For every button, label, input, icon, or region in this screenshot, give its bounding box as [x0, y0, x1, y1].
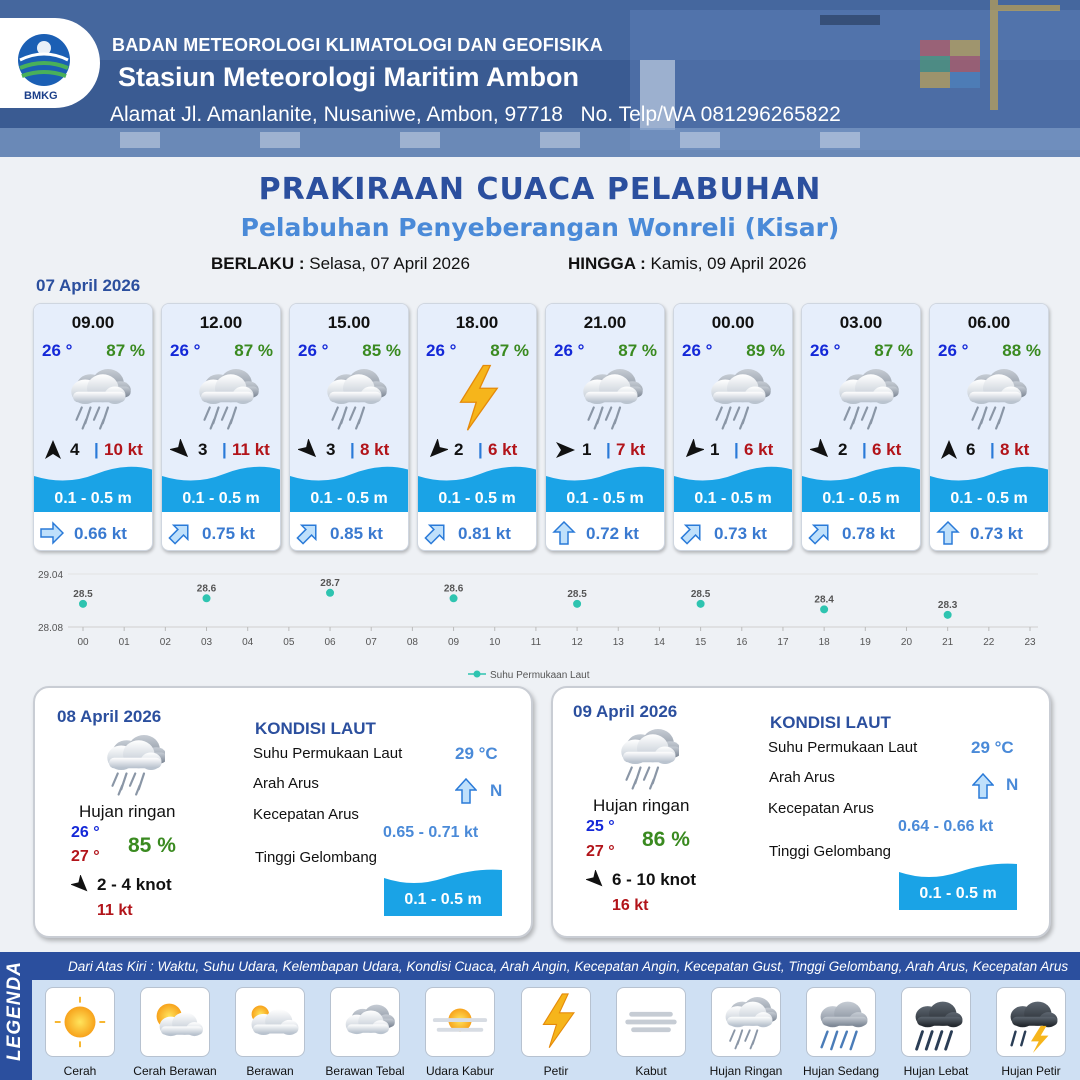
- day-panel-2: [551, 686, 1051, 938]
- tinggi-gelombang-value: 0.1 - 0.5 m: [919, 885, 997, 902]
- day-temp-min: 25 °: [586, 818, 615, 835]
- wind-gust: 8 kt: [360, 440, 390, 459]
- bmkg-logo: [0, 18, 100, 108]
- hujan-ringan-icon: [312, 362, 388, 432]
- sst-point: [79, 600, 87, 608]
- legend-item-label: Berawan Tebal: [325, 1064, 405, 1078]
- header-banner: [0, 0, 1080, 157]
- wave-height: 0.1 - 0.5 m: [182, 490, 260, 507]
- card-temperature: 26 °: [810, 341, 841, 360]
- x-tick-label: 01: [118, 637, 130, 648]
- arah-arus-label: Arah Arus: [769, 769, 835, 786]
- card-temperature: 26 °: [426, 341, 457, 360]
- current-direction-icon: [680, 521, 704, 545]
- hujan-sedang-icon: [810, 991, 872, 1053]
- wind-speed: 2: [838, 440, 848, 459]
- legend-item: [996, 987, 1066, 1057]
- card-humidity: 87 %: [874, 341, 913, 360]
- wind-speed: 1: [582, 440, 592, 459]
- legend-item-label: Hujan Petir: [1001, 1064, 1061, 1078]
- page-title: PRAKIRAAN CUACA PELABUHAN: [258, 172, 822, 207]
- berawan-tebal-icon: [334, 991, 396, 1053]
- card-temperature: 26 °: [42, 341, 73, 360]
- x-tick-label: 19: [859, 637, 871, 648]
- wind-speed: 2: [454, 440, 464, 459]
- sst-label: Suhu Permukaan Laut: [768, 739, 918, 756]
- day-condition: Hujan ringan: [593, 796, 690, 815]
- kecepatan-arus-label: Kecepatan Arus: [768, 800, 874, 817]
- card-current: [552, 521, 662, 545]
- petir-icon: [440, 362, 516, 432]
- card-current: [168, 521, 278, 545]
- day-humidity: 86 %: [642, 828, 690, 851]
- validity-from: [211, 254, 470, 274]
- current-direction-icon: [40, 521, 64, 545]
- day-temp-max: 27 °: [586, 843, 615, 860]
- card-time: 00.00: [711, 313, 755, 332]
- x-tick-label: 13: [612, 637, 624, 648]
- kondisi-laut-title: KONDISI LAUT: [770, 713, 891, 732]
- wind-gust: 8 kt: [1000, 440, 1030, 459]
- day-temp-min: 26 °: [71, 824, 100, 841]
- x-tick-label: 17: [777, 637, 789, 648]
- legend-item: [806, 987, 876, 1057]
- day-wind: 2 - 4 knot: [97, 875, 172, 894]
- wind-direction-icon: [71, 875, 91, 895]
- org-name: BADAN METEOROLOGI KLIMATOLOGI DAN GEOFISIKA: [112, 35, 603, 55]
- day-condition: Hujan ringan: [79, 802, 176, 821]
- hujan-ringan-icon: [824, 362, 900, 432]
- current-direction-icon: [296, 521, 320, 545]
- sst-point: [450, 594, 458, 602]
- validity-to-value: Kamis, 09 April 2026: [650, 254, 807, 273]
- validity-to-label: HINGGA :: [568, 254, 646, 273]
- legend-item-label: Udara Kabur: [425, 1064, 495, 1078]
- kabut-icon: [620, 991, 682, 1053]
- forecast-card: [673, 303, 793, 551]
- legend-item-label: Kabut: [635, 1064, 667, 1078]
- card-time: 18.00: [455, 313, 499, 332]
- tinggi-gelombang-value: 0.1 - 0.5 m: [404, 891, 482, 908]
- card-current: [424, 521, 534, 545]
- hujan-ringan-icon: [568, 362, 644, 432]
- card-temperature: 26 °: [170, 341, 201, 360]
- legend-item-label: Hujan Sedang: [802, 1064, 880, 1078]
- card-wind: [42, 439, 152, 461]
- udara-kabur-icon: [429, 991, 491, 1053]
- day-gust: 16 kt: [612, 897, 649, 914]
- legend-item-label: Cerah: [63, 1064, 97, 1078]
- petir-icon: [525, 991, 587, 1053]
- sst-data-label: 28.3: [937, 599, 958, 611]
- day-date: 09 April 2026: [573, 702, 678, 721]
- sst-data-label: 28.5: [567, 588, 587, 600]
- kecepatan-arus-label: Kecepatan Arus: [253, 806, 359, 823]
- berawan-icon: [239, 991, 301, 1053]
- legend-item-label: Petir: [543, 1064, 569, 1078]
- arah-arus-label: Arah Arus: [253, 775, 319, 792]
- card-humidity: 88 %: [1002, 341, 1041, 360]
- validity-from-value: Selasa, 07 April 2026: [309, 254, 470, 273]
- forecast-card: [33, 303, 153, 551]
- card-current: [808, 521, 918, 545]
- x-tick-label: 00: [77, 637, 89, 648]
- current-direction-icon: [552, 521, 576, 545]
- hujan-lebat-icon: [905, 991, 967, 1053]
- current-speed: 0.85 kt: [330, 524, 383, 543]
- forecast-card: [417, 303, 537, 551]
- legend-item: [711, 987, 781, 1057]
- current-speed: 0.66 kt: [74, 524, 127, 543]
- wind-separator: |: [606, 440, 611, 459]
- card-humidity: 87 %: [490, 341, 529, 360]
- day-humidity: 85 %: [128, 834, 176, 857]
- legend-item: [425, 987, 495, 1057]
- kecepatan-arus-value: 0.65 - 0.71 kt: [383, 824, 479, 841]
- hujan-ringan-icon: [609, 722, 679, 792]
- sst-point: [573, 600, 581, 608]
- wind-direction-icon: [170, 439, 192, 461]
- sst-value: 29 °C: [971, 738, 1014, 757]
- wind-speed: 3: [326, 440, 336, 459]
- legend-item: [521, 987, 591, 1057]
- x-tick-label: 07: [365, 637, 377, 648]
- wave-height: 0.1 - 0.5 m: [310, 490, 388, 507]
- day-gust: 11 kt: [97, 902, 133, 919]
- x-tick-label: 23: [1024, 637, 1036, 648]
- wind-speed: 4: [70, 440, 80, 459]
- wind-separator: |: [862, 440, 867, 459]
- card-time: 06.00: [967, 313, 1011, 332]
- x-tick-label: 14: [653, 637, 665, 648]
- legend-item-label: Hujan Ringan: [709, 1064, 783, 1078]
- x-tick-label: 11: [530, 637, 542, 648]
- card-humidity: 85 %: [362, 341, 401, 360]
- wind-speed: 1: [710, 440, 720, 459]
- hujan-ringan-icon: [715, 991, 777, 1053]
- card-wind: [938, 439, 1048, 461]
- card-current: [40, 521, 150, 545]
- card-current: [680, 521, 790, 545]
- hujan-ringan-icon: [952, 362, 1028, 432]
- x-tick-label: 09: [448, 637, 460, 648]
- legend-label: Suhu Permukaan Laut: [490, 670, 590, 681]
- card-humidity: 87 %: [618, 341, 657, 360]
- x-tick-label: 05: [283, 637, 295, 648]
- x-tick-label: 22: [983, 637, 995, 648]
- current-speed: 0.72 kt: [586, 524, 639, 543]
- card-temperature: 26 °: [298, 341, 329, 360]
- card-time: 21.00: [583, 313, 627, 332]
- hourly-forecast-cards: [33, 303, 1053, 553]
- wind-direction-icon: [682, 439, 704, 461]
- wind-speed: 6: [966, 440, 976, 459]
- legend-item: [140, 987, 210, 1057]
- legend-item-label: Berawan: [246, 1064, 294, 1078]
- sst-data-label: 28.6: [196, 583, 217, 595]
- wind-separator: |: [222, 440, 227, 459]
- forecast-card: [161, 303, 281, 551]
- y-tick-label: 29.04: [38, 570, 64, 581]
- card-current: [296, 521, 406, 545]
- legend-sidebar: [0, 952, 32, 1080]
- current-direction-icon: [808, 521, 832, 545]
- sst-point: [820, 605, 828, 613]
- card-wind: [426, 439, 536, 461]
- wind-gust: 6 kt: [744, 440, 774, 459]
- card-humidity: 87 %: [106, 341, 145, 360]
- sst-data-label: 28.5: [73, 588, 93, 600]
- wind-direction-icon: [554, 439, 576, 461]
- x-tick-label: 18: [818, 637, 830, 648]
- x-tick-label: 15: [695, 637, 707, 648]
- current-speed: 0.81 kt: [458, 524, 511, 543]
- wind-direction-icon: [42, 439, 64, 461]
- hujan-ringan-icon: [56, 362, 132, 432]
- current-direction-icon: [455, 778, 477, 804]
- x-tick-label: 03: [200, 637, 213, 648]
- day-temp-max: 27 °: [71, 848, 100, 865]
- sst-point: [326, 589, 334, 597]
- wind-separator: |: [94, 440, 99, 459]
- sst-data-label: 28.5: [690, 588, 711, 600]
- card-temperature: 26 °: [682, 341, 713, 360]
- station-address-line: [110, 103, 841, 127]
- page-subtitle: Pelabuhan Penyeberangan Wonreli (Kisar): [240, 213, 840, 242]
- wind-direction-icon: [298, 439, 320, 461]
- card-time: 15.00: [327, 313, 371, 332]
- sst-value: 29 °C: [455, 744, 498, 763]
- sst-data-label: 28.6: [443, 583, 464, 595]
- hujan-ringan-icon: [95, 728, 165, 798]
- sst-point: [944, 611, 952, 619]
- hujan-ringan-icon: [696, 362, 772, 432]
- card-current: [936, 521, 1046, 545]
- hujan-petir-icon: [1000, 991, 1062, 1053]
- sst-chart: [30, 565, 1050, 685]
- sst-point: [697, 600, 705, 608]
- card-wind: [170, 439, 280, 461]
- current-direction-icon: [972, 773, 994, 799]
- wind-gust: 11 kt: [232, 440, 270, 459]
- wave-height: 0.1 - 0.5 m: [950, 490, 1028, 507]
- day-wind: 6 - 10 knot: [612, 870, 697, 889]
- card-humidity: 89 %: [746, 341, 785, 360]
- current-direction-icon: [168, 521, 192, 545]
- sst-data-label: 28.7: [320, 577, 340, 589]
- wind-separator: |: [478, 440, 483, 459]
- legend-description: Dari Atas Kiri : Waktu, Suhu Udara, Kelembapan Udara, Kondisi Cuaca, Arah Angin, Kecepatan Angin, Kecepatan Gust, Tinggi Gelombang, Arah Arus, Kecepatan Arus: [68, 959, 1069, 974]
- legend-title: LEGENDA: [4, 961, 25, 1061]
- wind-separator: |: [350, 440, 355, 459]
- station-phone: No. Telp/WA 081296265822: [580, 103, 841, 126]
- wind-gust: 6 kt: [488, 440, 518, 459]
- x-tick-label: 12: [571, 637, 583, 648]
- wave-height: 0.1 - 0.5 m: [438, 490, 516, 507]
- wind-gust: 10 kt: [104, 440, 143, 459]
- current-direction-icon: [424, 521, 448, 545]
- legend-item: [330, 987, 400, 1057]
- wind-gust: 6 kt: [872, 440, 902, 459]
- current-speed: 0.73 kt: [970, 524, 1023, 543]
- x-tick-label: 06: [324, 637, 336, 648]
- legend-item: [901, 987, 971, 1057]
- day-date: 08 April 2026: [57, 707, 162, 726]
- card-wind: [682, 439, 792, 461]
- card-time: 09.00: [71, 313, 115, 332]
- x-tick-label: 20: [900, 637, 913, 648]
- station-name: Stasiun Meteorologi Maritim Ambon: [118, 62, 580, 92]
- card-humidity: 87 %: [234, 341, 273, 360]
- sst-point: [203, 594, 211, 602]
- card-time: 03.00: [839, 313, 883, 332]
- kecepatan-arus-value: 0.64 - 0.66 kt: [898, 818, 994, 835]
- x-tick-label: 02: [159, 637, 171, 648]
- forecast-card: [289, 303, 409, 551]
- current-speed: 0.75 kt: [202, 524, 255, 543]
- forecast-card: [545, 303, 665, 551]
- x-tick-label: 21: [942, 637, 954, 648]
- wave-height: 0.1 - 0.5 m: [694, 490, 772, 507]
- x-tick-label: 16: [736, 637, 748, 648]
- wind-direction-icon: [586, 870, 606, 890]
- card-time: 12.00: [199, 313, 243, 332]
- x-tick-label: 04: [242, 637, 254, 648]
- current-speed: 0.73 kt: [714, 524, 767, 543]
- cerah-icon: [49, 991, 111, 1053]
- y-tick-label: 28.08: [38, 623, 64, 634]
- forecast-card: [801, 303, 921, 551]
- wave-height: 0.1 - 0.5 m: [822, 490, 900, 507]
- card-wind: [810, 439, 920, 461]
- legend-item-label: Hujan Lebat: [903, 1064, 969, 1078]
- legend-item: [616, 987, 686, 1057]
- card-wind: [298, 439, 408, 461]
- legend-description-bar: [32, 952, 1080, 980]
- card-wind: [554, 439, 664, 461]
- wind-direction-icon: [426, 439, 448, 461]
- legend-item: [235, 987, 305, 1057]
- cerah-berawan-icon: [144, 991, 206, 1053]
- forecast-card: [929, 303, 1049, 551]
- legend-marker: [474, 671, 481, 678]
- wind-direction-icon: [938, 439, 960, 461]
- sst-data-label: 28.4: [814, 594, 834, 606]
- sst-label: Suhu Permukaan Laut: [253, 745, 403, 762]
- wind-separator: |: [990, 440, 995, 459]
- legend-item-label: Cerah Berawan: [133, 1064, 217, 1078]
- current-direction-icon: [936, 521, 960, 545]
- validity-to: [568, 254, 806, 274]
- tinggi-gelombang-label: Tinggi Gelombang: [769, 843, 892, 860]
- x-tick-label: 10: [489, 637, 501, 648]
- current-speed: 0.78 kt: [842, 524, 895, 543]
- forecast-date: 07 April 2026: [36, 276, 141, 295]
- wind-separator: |: [734, 440, 739, 459]
- legend-item: [45, 987, 115, 1057]
- legend: [0, 952, 1080, 1080]
- arah-arus-value: N: [490, 781, 503, 800]
- card-temperature: 26 °: [938, 341, 969, 360]
- wind-speed: 3: [198, 440, 208, 459]
- wave-height: 0.1 - 0.5 m: [566, 490, 644, 507]
- wind-gust: 7 kt: [616, 440, 646, 459]
- tinggi-gelombang-label: Tinggi Gelombang: [255, 849, 378, 866]
- hujan-ringan-icon: [184, 362, 260, 432]
- wind-direction-icon: [810, 439, 832, 461]
- validity-from-label: BERLAKU :: [211, 254, 305, 273]
- arah-arus-value: N: [1006, 775, 1019, 794]
- station-address: Alamat Jl. Amanlanite, Nusaniwe, Ambon, 97718: [110, 103, 563, 126]
- wave-height: 0.1 - 0.5 m: [54, 490, 132, 507]
- card-temperature: 26 °: [554, 341, 585, 360]
- day-panel-1: [33, 686, 533, 938]
- x-tick-label: 08: [406, 637, 418, 648]
- bmkg-logo-text: BMKG: [24, 90, 58, 102]
- kondisi-laut-title: KONDISI LAUT: [255, 719, 376, 738]
